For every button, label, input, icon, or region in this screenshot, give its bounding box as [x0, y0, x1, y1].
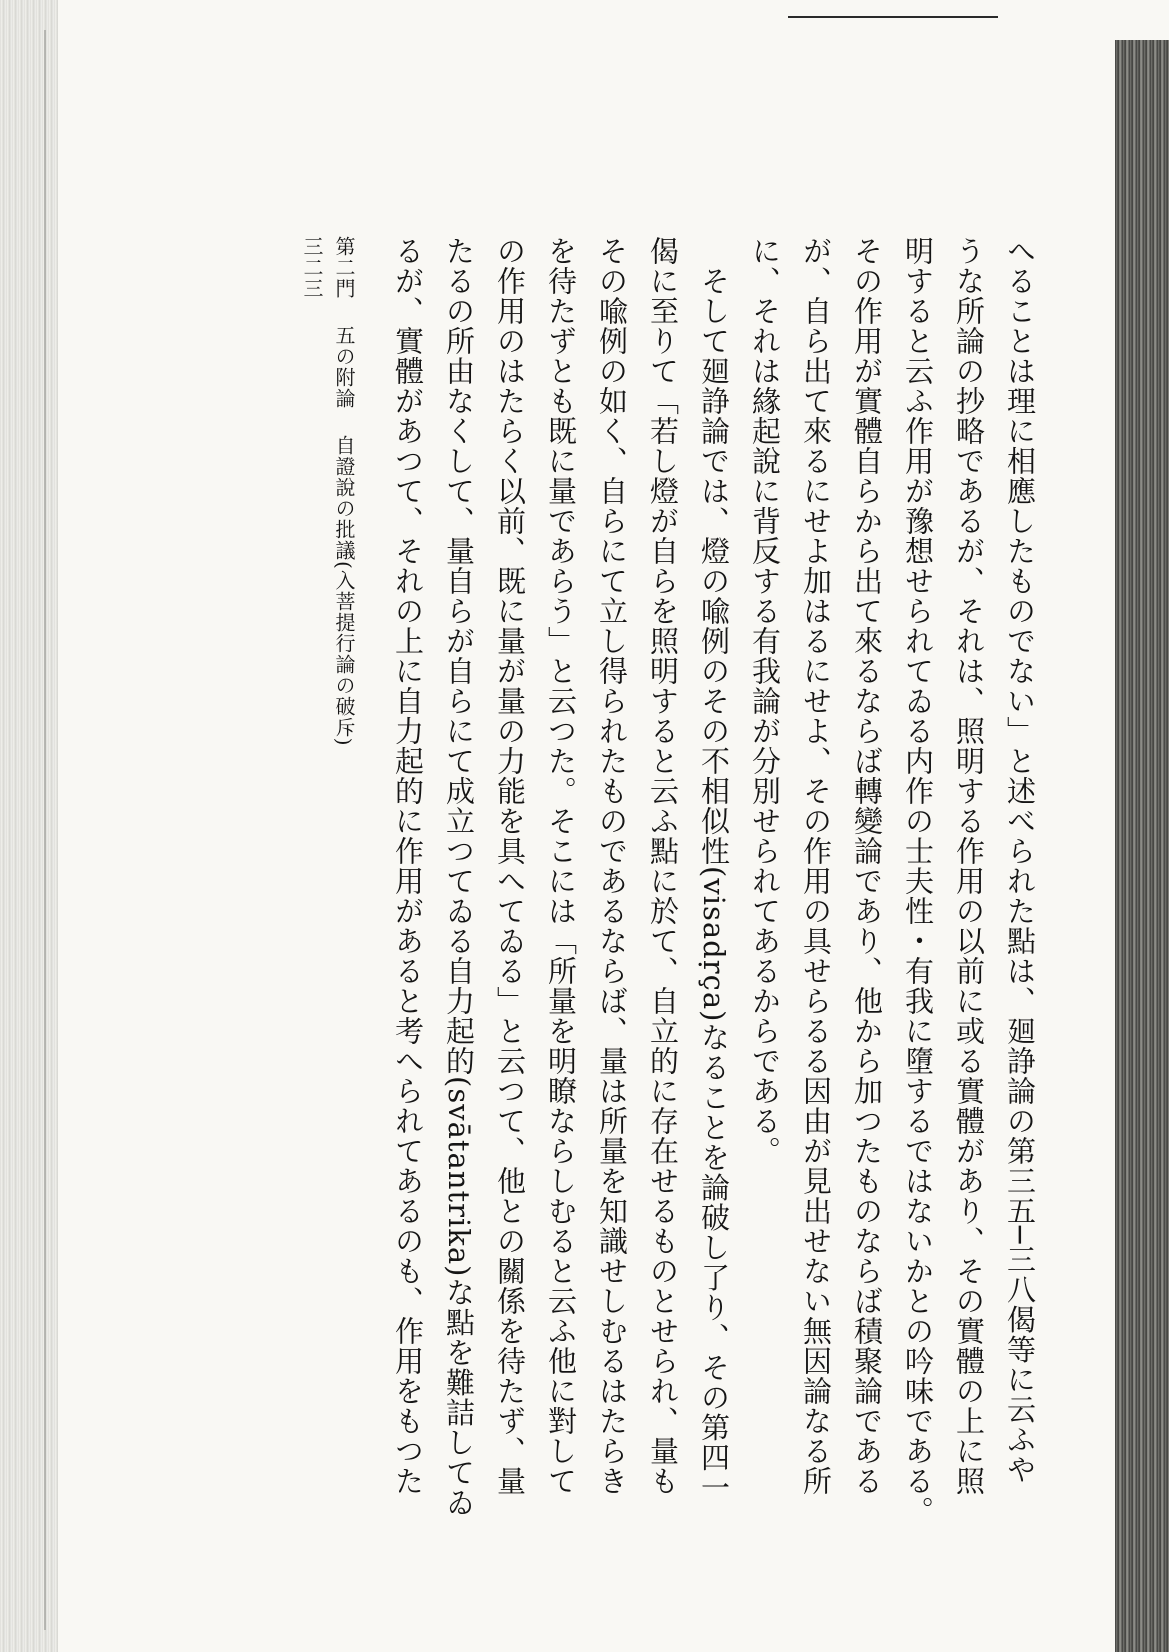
top-rule: [788, 16, 998, 18]
scan-left-line: [44, 30, 46, 1630]
text-line-6: に、それは緣起說に背反する有我論が分別せられてあるからである。: [748, 236, 782, 1166]
text-line-13: るが、實體があつて、それの上に自力起的に作用があると考へられてあるのも、作用をもつた: [391, 236, 425, 1496]
text-line-5: が、自ら出て來るにせよ加はるにせよ、その作用の具せらるる因由が見出せない無因論なる所: [799, 236, 833, 1496]
text-line-4: その作用が實體自らから出て來るならば轉變論であり、他から加つたものならば積聚論である: [850, 236, 884, 1496]
text-line-2: うな所論の抄略であるが、それは、照明する作用の以前に或る實體があり、その實體の上に照: [952, 236, 986, 1496]
text-line-9: その喩例の如く、自らにて立し得られたものであるならば、量は所量を知識せしむるはたらき: [595, 236, 629, 1496]
text-line-7: そして廻諍論では、燈の喩例のその不相似性(visadṛça)なることを論破し了り、その第四一: [697, 266, 731, 1503]
text-line-11: の作用のはたらく以前、既に量が量の力能を具へてゐる」と云つて、他との關係を待たず、量: [493, 236, 527, 1496]
running-head: [300, 236, 360, 1376]
text-line-10: を待たずとも既に量であらう」と云つた。そこには「所量を明瞭ならしむると云ふ他に對して: [544, 236, 578, 1496]
page-number: 三二三: [300, 236, 324, 299]
running-head-chapter: 第二門: [332, 236, 356, 299]
running-head-title: 自證說の批議(入菩提行論の破斥): [332, 435, 356, 747]
scan-left-edge: [0, 0, 58, 1652]
text-line-3: 明すると云ふ作用が豫想せられてゐる内作の士夫性・有我に墮するではないかとの吟味である。: [901, 236, 935, 1526]
text-line-1: へることは理に相應したものでない」と述べられた點は、廻諍論の第三五─三八偈等に云ふや: [1003, 236, 1037, 1485]
page-body: [100, 236, 1045, 1526]
running-head-section: 五の附論: [332, 325, 356, 409]
text-line-8: 偈に至りて「若し燈が自らを照明すると云ふ點に於て、自立的に存在せるものとせられ、量も: [646, 236, 680, 1496]
text-line-12: たるの所由なくして、量自らが自らにて成立つてゐる自力起的(svātantrika)な點を難詰してゐ: [442, 236, 476, 1518]
scan-right-edge: [1115, 40, 1169, 1652]
